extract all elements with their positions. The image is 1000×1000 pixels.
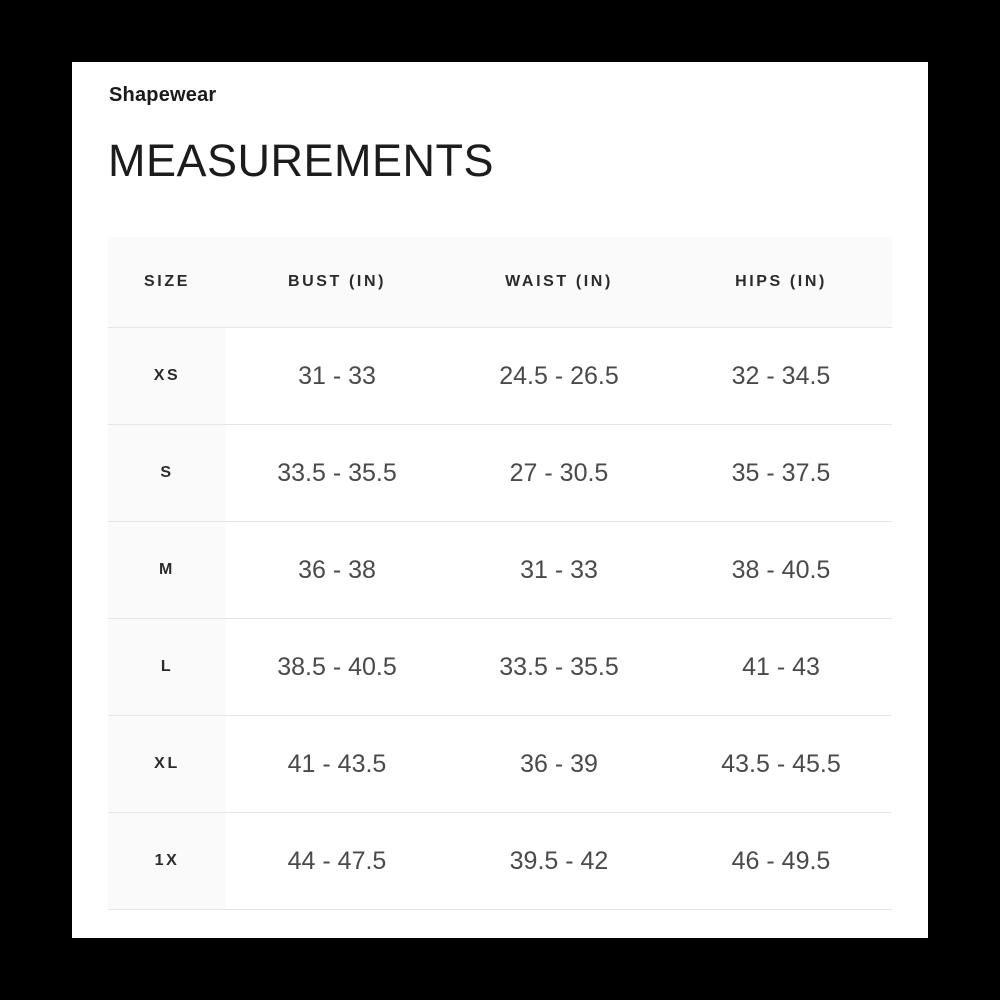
cell-waist: 31 - 33 (448, 522, 670, 619)
cell-hips: 46 - 49.5 (670, 813, 892, 910)
cell-hips: 41 - 43 (670, 619, 892, 716)
table-row (108, 813, 892, 910)
cell-waist: 39.5 - 42 (448, 813, 670, 910)
cell-bust: 31 - 33 (226, 328, 448, 425)
cell-bust: 44 - 47.5 (226, 813, 448, 910)
cell-size: S (108, 425, 226, 522)
page-title: MEASUREMENTS (108, 135, 495, 186)
cell-waist: 27 - 30.5 (448, 425, 670, 522)
cell-hips: 43.5 - 45.5 (670, 716, 892, 813)
cell-bust: 36 - 38 (226, 522, 448, 619)
cell-size: 1X (108, 813, 226, 910)
table-header (108, 237, 892, 328)
cell-size: M (108, 522, 226, 619)
column-header-hips: HIPS (IN) (670, 237, 892, 328)
table-header-row (108, 237, 892, 328)
table-row (108, 328, 892, 425)
cell-bust: 33.5 - 35.5 (226, 425, 448, 522)
cell-waist: 24.5 - 26.5 (448, 328, 670, 425)
cell-hips: 38 - 40.5 (670, 522, 892, 619)
cell-waist: 36 - 39 (448, 716, 670, 813)
cell-hips: 32 - 34.5 (670, 328, 892, 425)
cell-waist: 33.5 - 35.5 (448, 619, 670, 716)
category-label: Shapewear (109, 84, 217, 106)
cell-size: XS (108, 328, 226, 425)
column-header-size: SIZE (108, 237, 226, 328)
cell-size: XL (108, 716, 226, 813)
column-header-waist: WAIST (IN) (448, 237, 670, 328)
table-row (108, 425, 892, 522)
cell-hips: 35 - 37.5 (670, 425, 892, 522)
cell-bust: 41 - 43.5 (226, 716, 448, 813)
table-row (108, 619, 892, 716)
column-header-bust: BUST (IN) (226, 237, 448, 328)
table-body (108, 328, 892, 910)
cell-size: L (108, 619, 226, 716)
size-chart-card (72, 62, 928, 938)
measurements-table (108, 237, 892, 910)
table-row (108, 716, 892, 813)
table-row (108, 522, 892, 619)
cell-bust: 38.5 - 40.5 (226, 619, 448, 716)
